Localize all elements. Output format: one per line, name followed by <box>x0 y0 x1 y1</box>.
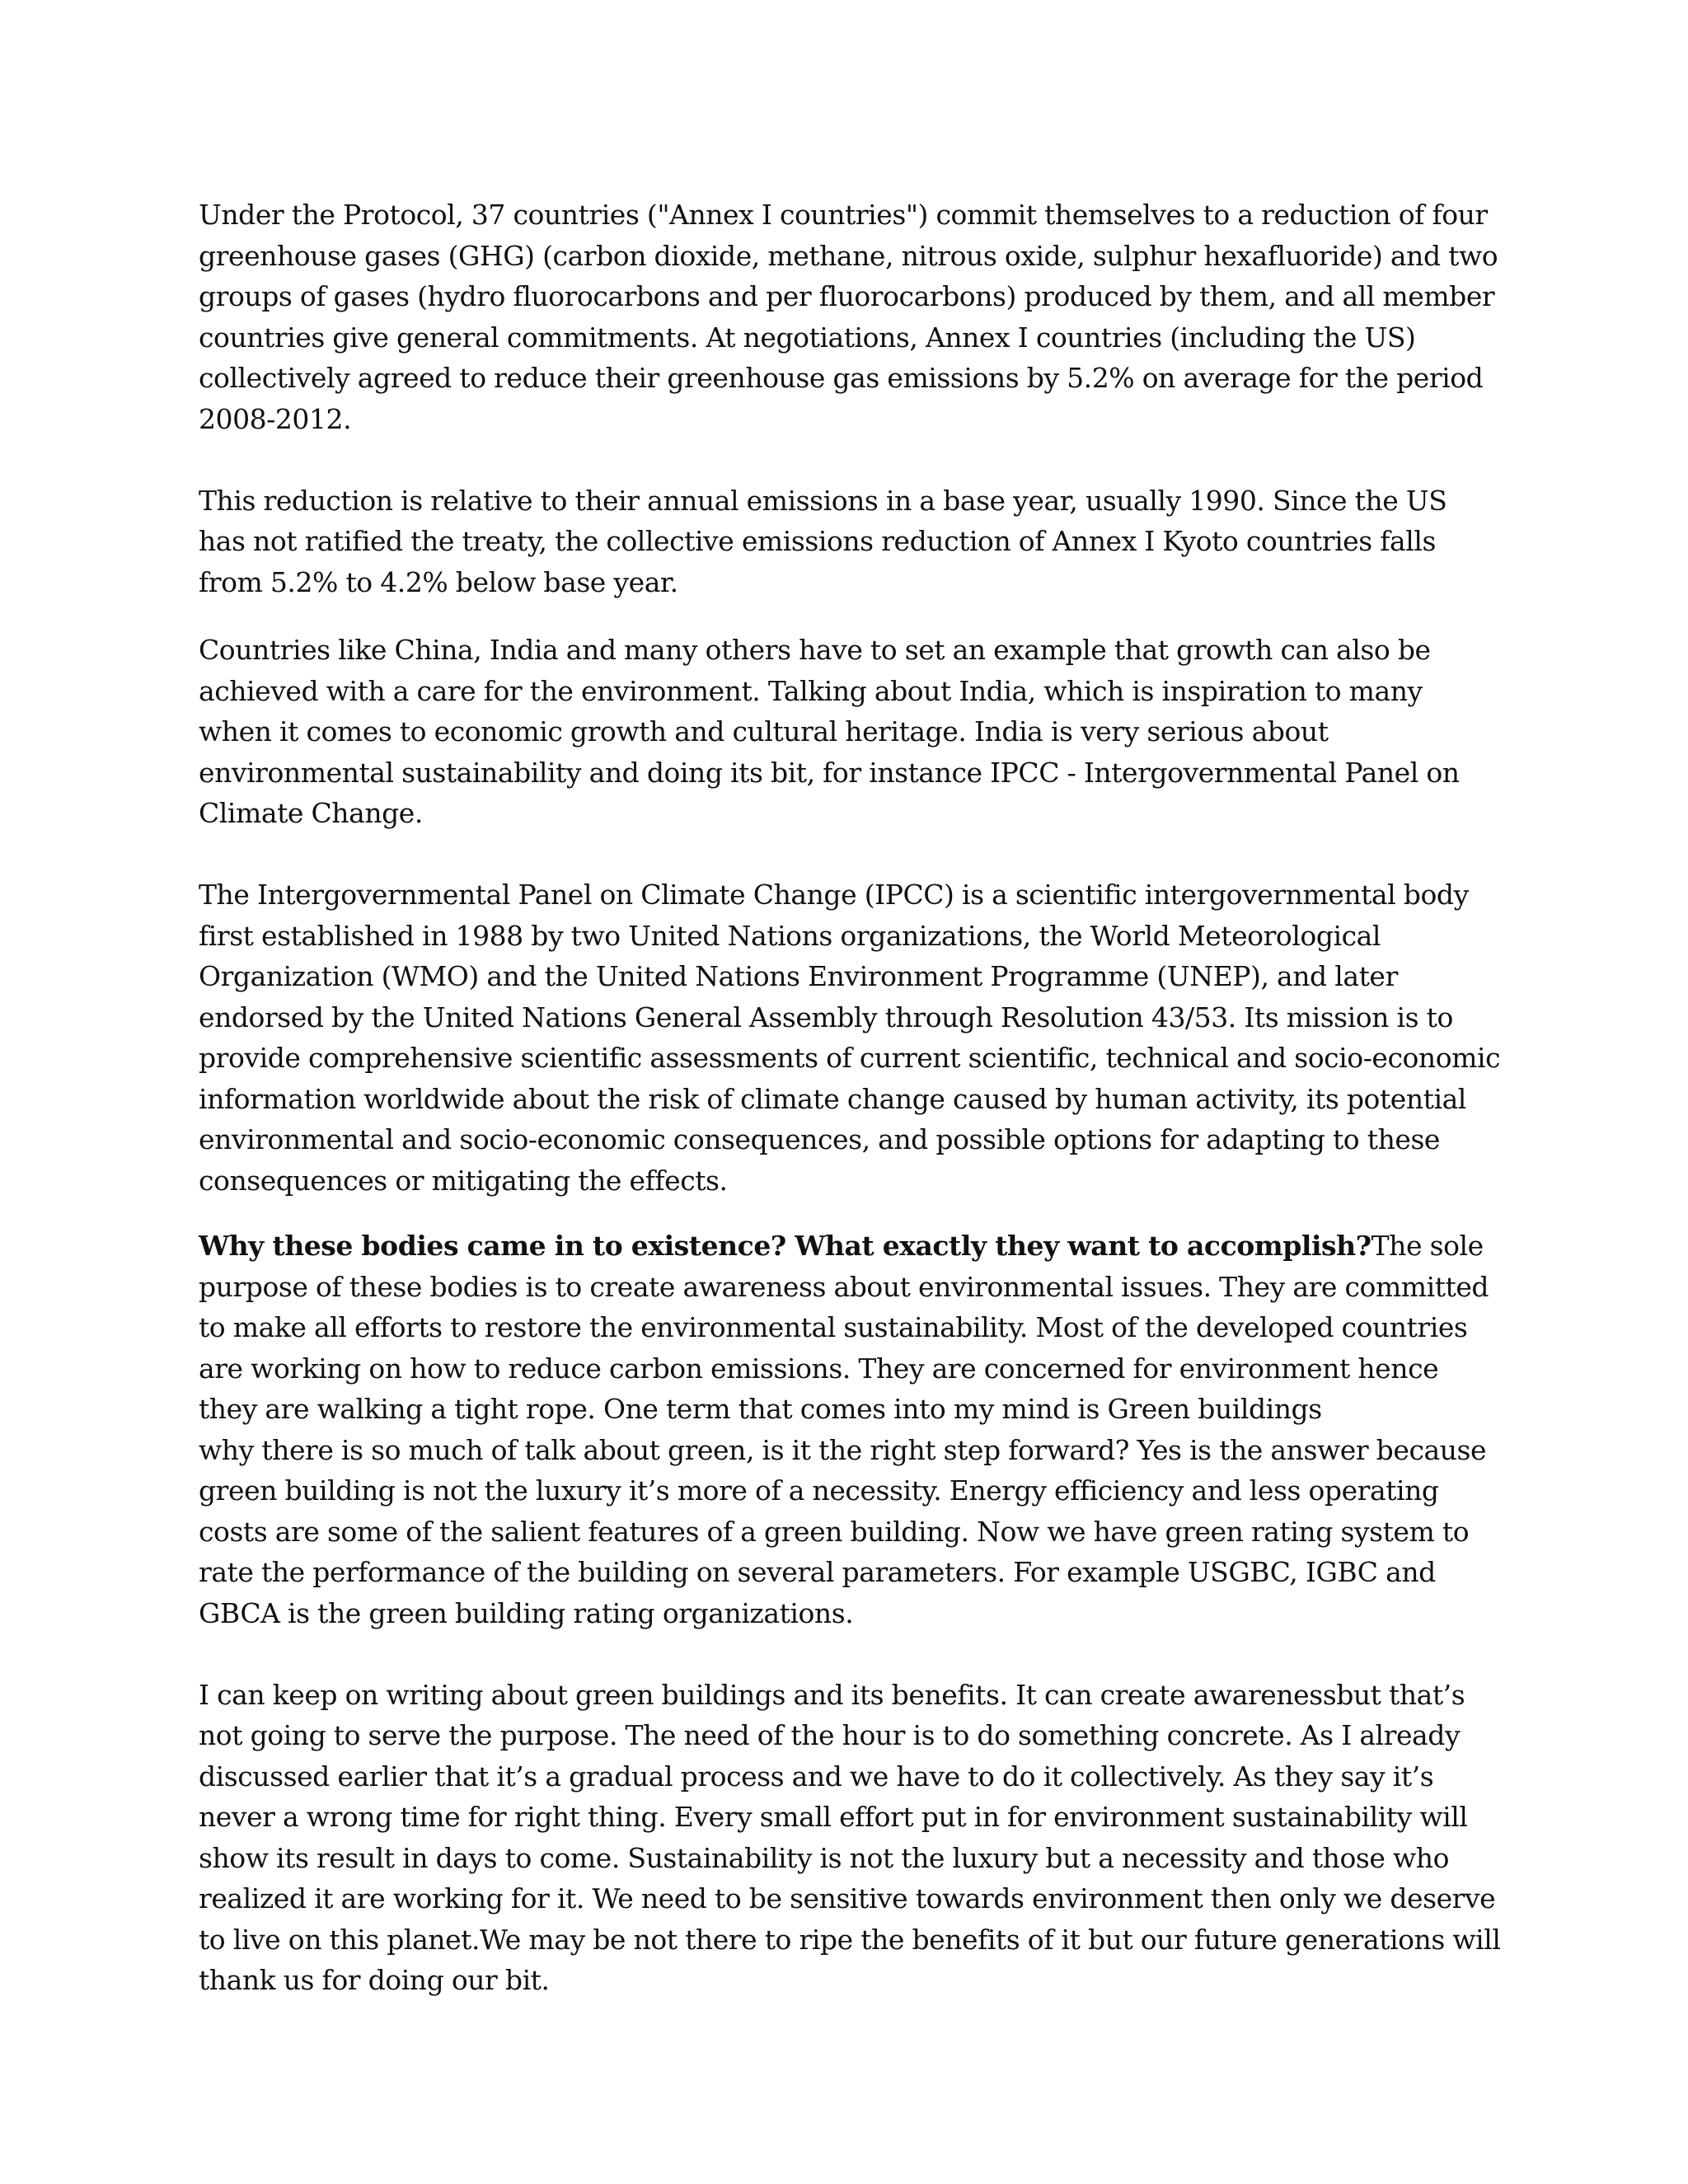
paragraph-ipcc: The Intergovernmental Panel on Climate Change (IPCC) is a scientific intergovernmental body first established in 1988 by two United Nations organizations, the World Meteorological Organization (WMO) and the United Nations Environment Programme (UNEP), and later endorsed by the United Nations General Assembly through Resolution 43/53. Its mission is to provide comprehensive scientific assessments of current scientific, technical and socio-economic information worldwide about the risk of climate change caused by human activity, its potential environmental and socio-economic consequences, and possible options for adapting to these consequences or mitigating the effects. <box>199 879 1501 1197</box>
paragraph-base-year: This reduction is relative to their annual emissions in a base year, usually 1990. Since the US has not ratified the treaty, the collective emissions reduction of Annex I Kyoto countries falls from 5.2% to 4.2% below base year. <box>199 484 1447 598</box>
paragraph-china-india: Countries like China, India and many others have to set an example that growth can also be achieved with a care for the environment. Talking about India, which is inspiration to many when it comes to economic growth and cultural heritage. India is very serious about environmental sustainability and doing its bit, for instance IPCC - Intergovernmental Panel on Climate Change. <box>199 634 1460 829</box>
document-body <box>199 194 1501 2001</box>
paragraph-conclusion: I can keep on writing about green buildings and its benefits. It can create awarenessbut that’s not going to serve the purpose. The need of the hour is to do something concrete. As I already discussed earlier that it’s a gradual process and we have to do it collectively. As they say it’s never a wrong time for right thing. Every small effort put in for environment sustainability will show its result in days to come. Sustainability is not the luxury but a necessity and those who realized it are working for it. We need to be sensitive towards environment then only we deserve to live on this planet.We may be not there to ripe the benefits of it but our future generations will thank us for doing our bit. <box>199 1678 1501 1996</box>
paragraph-heading-question: Why these bodies came in to existence? What exactly they want to accomplish? <box>199 1230 1372 1262</box>
paragraph-kyoto-protocol: Under the Protocol, 37 countries ("Annex I countries") commit themselves to a reduction of four greenhouse gases (GHG) (carbon dioxide, methane, nitrous oxide, sulphur hexafluoride) and two groups of gases (hydro fluorocarbons and per fluorocarbons) produced by them, and all member countries give general commitments. At negotiations, Annex I countries (including the US) collectively agreed to reduce their greenhouse gas emissions by 5.2% on average for the period 2008-2012. <box>199 199 1498 435</box>
paragraph-why-bodies-text: The sole purpose of these bodies is to create awareness about environmental issues. They are committed to make all efforts to restore the environmental sustainability. Most of the developed countries are working on how to reduce carbon emissions. They are concerned for environment hence they are walking a tight rope. One term that comes into my mind is Green buildings <box>199 1230 1489 1425</box>
paragraph-why-bodies <box>199 1226 1501 1633</box>
paragraph-green-buildings: why there is so much of talk about green, is it the right step forward? Yes is the answer because green building is not the luxury it’s more of a necessity. Energy efficiency and less operating costs are some of the salient features of a green building. Now we have green rating system to rate the performance of the building on several parameters. For example USGBC, IGBC and GBCA is the green building rating organizations. <box>199 1433 1487 1629</box>
